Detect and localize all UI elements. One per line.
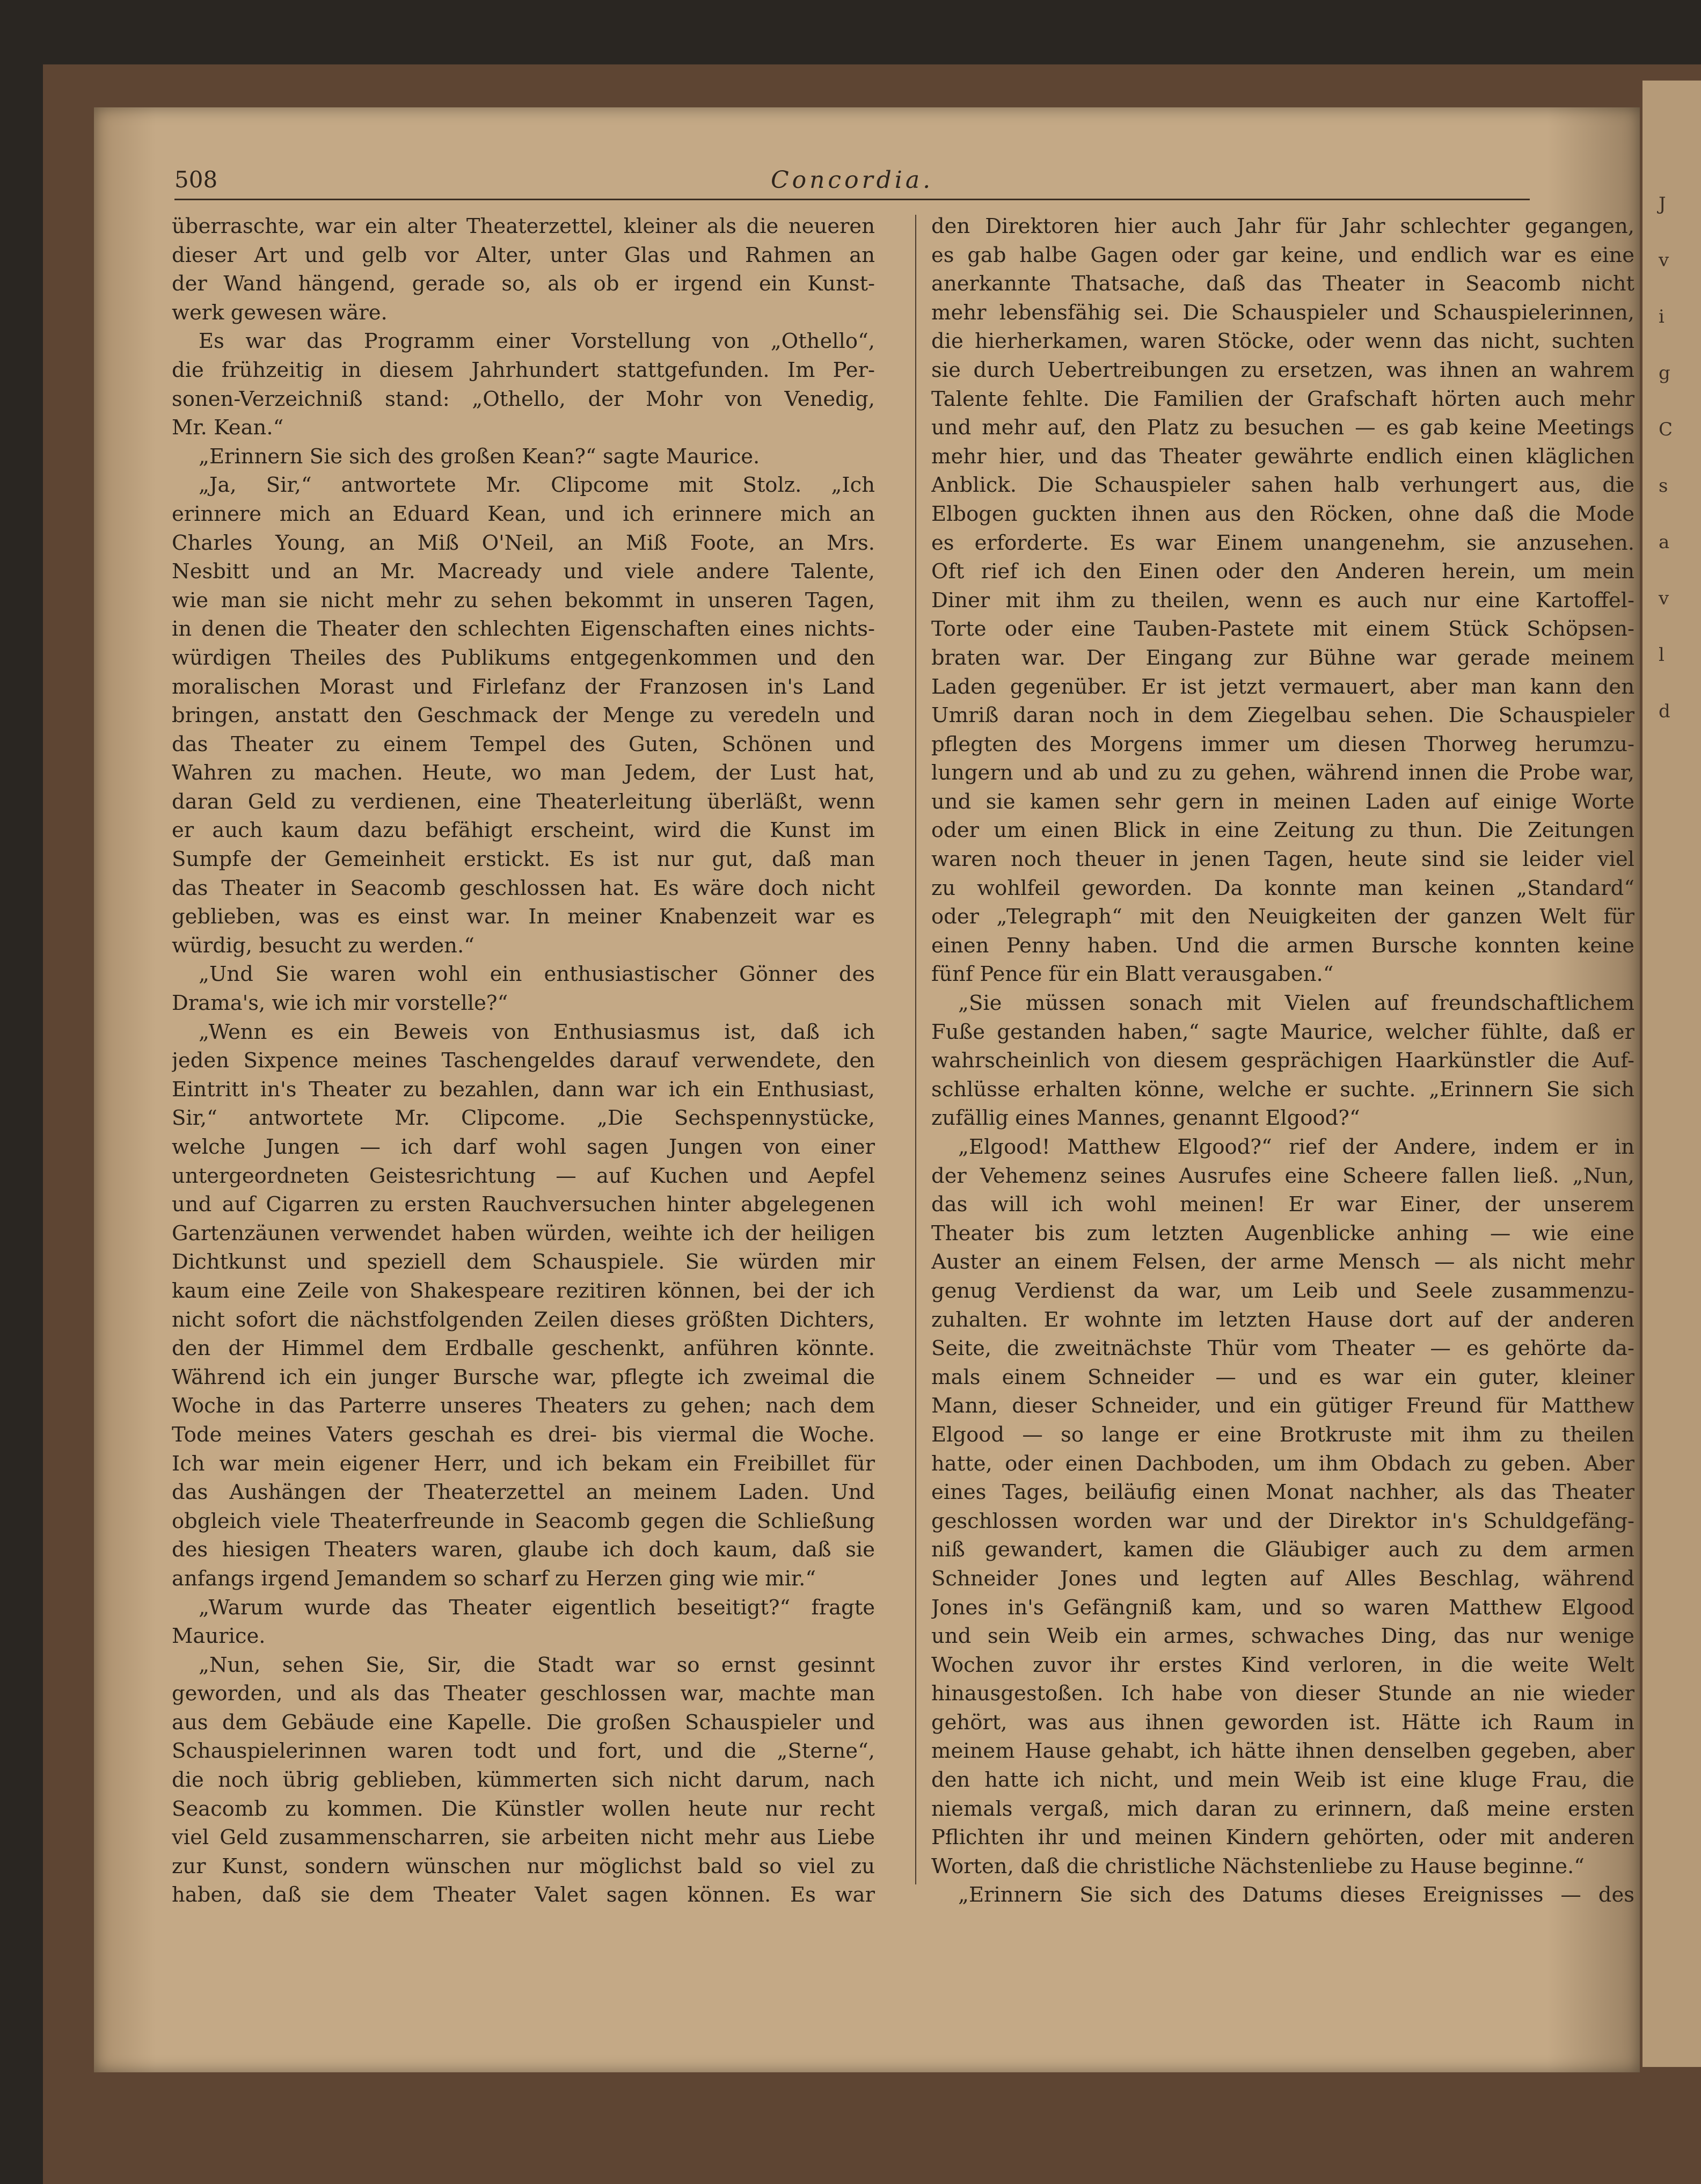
text-line: anfangs irgend Jemandem so scharf zu Herzen ging wie mir.“ [172, 1566, 816, 1591]
text-line: es erforderte. Es war Einem unangenehm, sie anzusehen. [931, 530, 1634, 555]
text-line: mehr hier, und das Theater gewährte endlich einen kläglichen [931, 444, 1634, 469]
text-line: Talente fehlte. Die Familien der Grafschaft hörten auch mehr [931, 387, 1634, 411]
text-line: hinausgestoßen. Ich habe von dieser Stunde an nie wieder [931, 1681, 1634, 1706]
text-line: Pflichten ihr und meinen Kindern gehörten, oder mit anderen [931, 1825, 1634, 1850]
text-line: zuhalten. Er wohnte im letzten Hause dort auf der anderen [931, 1307, 1634, 1332]
text-line: Theater bis zum letzten Augenblicke anhing — wie eine [931, 1221, 1634, 1246]
text-line: gehört, was aus ihnen geworden ist. Hätte ich Raum in [931, 1710, 1634, 1735]
text-line: geworden, und als das Theater geschlossen war, machte man [172, 1681, 875, 1706]
text-line: Jones in's Gefängniß kam, und so waren Matthew Elgood [931, 1595, 1634, 1620]
text-line: Mr. Kean.“ [172, 416, 284, 440]
text-line: untergeordneten Geistesrichtung — auf Kuchen und Aepfel [172, 1163, 875, 1188]
text-line: haben, daß sie dem Theater Valet sagen können. Es war [172, 1883, 875, 1908]
text-line: jeden Sixpence meines Taschengeldes darauf verwendete, den [172, 1049, 875, 1073]
text-line: fünf Pence für ein Blatt verausgaben.“ [931, 962, 1334, 987]
text-line: hatte, oder einen Dachboden, um ihm Obdach zu geben. Aber [931, 1451, 1634, 1476]
text-line: den der Himmel dem Erdballe geschenkt, anführen könnte. [172, 1336, 875, 1361]
text-line: das Theater in Seacomb geschlossen hat. Es wäre doch nicht [172, 876, 875, 900]
text-line: einen Penny haben. Und die armen Bursche konnten keine [931, 933, 1634, 958]
text-line: Charles Young, an Miß O'Neil, an Miß Foote, an Mrs. [172, 530, 875, 555]
text-line: pflegten des Morgens immer um diesen Thorweg herumzu- [931, 732, 1634, 756]
text-line: „Nun, sehen Sie, Sir, die Stadt war so ernst gesinnt [199, 1652, 875, 1677]
adjacent-page-letter: C [1659, 419, 1673, 440]
text-line: Tode meines Vaters geschah es drei- bis viermal die Woche. [172, 1422, 875, 1447]
text-line: geblieben, was es einst war. In meiner Knabenzeit war es [172, 905, 875, 929]
text-line: der Vehemenz seines Ausrufes eine Scheere fallen ließ. „Nun, [931, 1163, 1634, 1188]
text-line: „Und Sie waren wohl ein enthusiastischer Gönner des [199, 962, 875, 987]
text-line: „Wenn es ein Beweis von Enthusiasmus ist, daß ich [199, 1020, 875, 1044]
text-line: kaum eine Zeile von Shakespeare rezitiren können, bei der ich [172, 1278, 875, 1303]
text-line: oder um einen Blick in eine Zeitung zu thun. Die Zeitungen [931, 818, 1634, 843]
adjacent-page-letter: v [1659, 588, 1669, 609]
text-line: „Ja, Sir,“ antwortete Mr. Clipcome mit Stolz. „Ich [199, 473, 875, 498]
adjacent-page-letter: s [1659, 475, 1668, 497]
text-line: überraschte, war ein alter Theaterzettel, kleiner als die neueren [172, 214, 875, 238]
text-line: sonen-Verzeichniß stand: „Othello, der Mohr von Venedig, [172, 387, 875, 411]
text-line: die frühzeitig in diesem Jahrhundert stattgefunden. Im Per- [172, 358, 875, 382]
text-line: zu wohlfeil geworden. Da konnte man keinen „Standard“ [931, 876, 1634, 900]
adjacent-page-letter: g [1659, 362, 1670, 384]
text-line: niemals vergaß, mich daran zu erinnern, daß meine ersten [931, 1796, 1634, 1821]
text-line: aus dem Gebäude eine Kapelle. Die großen Schauspieler und [172, 1710, 875, 1735]
text-line: wahrscheinlich von diesem gesprächigen Haarkünstler die Auf- [931, 1049, 1634, 1073]
text-line: „Elgood! Matthew Elgood?“ rief der Andere, indem er in [958, 1135, 1634, 1159]
text-line: den Direktoren hier auch Jahr für Jahr schlechter gegangen, [931, 214, 1634, 238]
text-line: zufällig eines Mannes, genannt Elgood?“ [931, 1106, 1360, 1131]
text-line: des hiesigen Theaters waren, glaube ich doch kaum, daß sie [172, 1538, 875, 1562]
text-line: Während ich ein junger Bursche war, pflegte ich zweimal die [172, 1365, 875, 1389]
column-divider [915, 215, 916, 1884]
text-line: die noch übrig geblieben, kümmerten sich nicht darum, nach [172, 1768, 875, 1793]
text-line: Diner mit ihm zu theilen, wenn es auch nur eine Kartoffel- [931, 588, 1634, 613]
text-line: schlüsse erhalten könne, welche er suchte. „Erinnern Sie sich [931, 1077, 1634, 1102]
text-line: „Erinnern Sie sich des großen Kean?“ sagte Maurice. [199, 444, 760, 469]
text-line: Schneider Jones und legten auf Alles Beschlag, während [931, 1566, 1634, 1591]
text-line: in denen die Theater den schlechten Eigenschaften eines nichts- [172, 617, 875, 642]
right-text-column [931, 212, 1634, 1910]
text-line: oder „Telegraph“ mit den Neuigkeiten der ganzen Welt für [931, 905, 1634, 929]
text-line: welche Jungen — ich darf wohl sagen Jungen von einer [172, 1135, 875, 1159]
text-line: Fuße gestanden haben,“ sagte Maurice, welcher fühlte, daß er [931, 1020, 1634, 1044]
text-line: lungern und ab und zu zu gehen, während innen die Probe war, [931, 761, 1634, 785]
text-line: daran Geld zu verdienen, eine Theaterleitung überläßt, wenn [172, 789, 875, 814]
text-line: Seacomb zu kommen. Die Künstler wollen heute nur recht [172, 1796, 875, 1821]
text-line: Ich war mein eigener Herr, und ich bekam ein Freibillet für [172, 1451, 875, 1476]
text-line: sie durch Uebertreibungen zu ersetzen, was ihnen an wahrem [931, 358, 1634, 382]
text-line: geschlossen worden war und der Direktor in's Schuldgefäng- [931, 1509, 1634, 1533]
text-line: Laden gegenüber. Er ist jetzt vermauert, aber man kann den [931, 674, 1634, 699]
text-line: Woche in das Parterre unseres Theaters zu gehen; nach dem [172, 1394, 875, 1418]
text-line: Eintritt in's Theater zu bezahlen, dann war ich ein Enthusiast, [172, 1077, 875, 1102]
text-line: erinnere mich an Eduard Kean, und ich erinnere mich an [172, 501, 875, 526]
text-line: der Wand hängend, gerade so, als ob er irgend ein Kunst- [172, 272, 875, 296]
adjacent-page-letter: J [1659, 193, 1666, 215]
text-line: Wochen zuvor ihr erstes Kind verloren, in die weite Welt [931, 1652, 1634, 1677]
text-line: Maurice. [172, 1624, 266, 1649]
text-line: meinem Hause gehabt, ich hätte ihnen denselben gegeben, aber [931, 1739, 1634, 1764]
text-line: niß gewandert, kamen die Gläubiger auch zu dem armen [931, 1538, 1634, 1562]
text-line: würdig, besucht zu werden.“ [172, 933, 474, 958]
adjacent-page-letter: a [1659, 532, 1670, 553]
text-line: das will ich wohl meinen! Er war Einer, der unserem [931, 1192, 1634, 1217]
text-line: mals einem Schneider — und es war ein guter, kleiner [931, 1365, 1634, 1389]
text-line: Wahren zu machen. Heute, wo man Jedem, der Lust hat, [172, 761, 875, 785]
text-line: die hierherkamen, waren Stöcke, oder wenn das nicht, suchten [931, 329, 1634, 354]
text-line: moralischen Morast und Firlefanz der Franzosen in's Land [172, 674, 875, 699]
text-line: braten war. Der Eingang zur Bühne war gerade meinem [931, 645, 1634, 670]
text-line: bringen, anstatt den Geschmack der Menge zu veredeln und [172, 703, 875, 728]
text-line: „Erinnern Sie sich des Datums dieses Ereignisses — des [958, 1883, 1634, 1908]
text-line: Elgood — so lange er eine Brotkruste mit ihm zu theilen [931, 1422, 1634, 1447]
text-line: Es war das Programm einer Vorstellung von „Othello“, [199, 329, 875, 354]
text-line: Schauspielerinnen waren todt und fort, und die „Sterne“, [172, 1739, 875, 1764]
text-line: Torte oder eine Tauben-Pastete mit einem Stück Schöpsen- [931, 617, 1634, 642]
text-line: eines Tages, beiläufig einen Monat nachher, als das Theater [931, 1480, 1634, 1505]
running-title: Concordia. [770, 166, 934, 194]
text-line: und sein Weib ein armes, schwaches Ding, das nur wenige [931, 1624, 1634, 1649]
text-line: und sie kamen sehr gern in meinen Laden auf einige Worte [931, 789, 1634, 814]
text-line: das Aushängen der Theaterzettel an meinem Laden. Und [172, 1480, 875, 1505]
text-line: „Sie müssen sonach mit Vielen auf freundschaftlichem [958, 991, 1634, 1016]
text-line: Seite, die zweitnächste Thür vom Theater — es gehörte da- [931, 1336, 1634, 1361]
adjacent-page-letter: l [1659, 644, 1665, 666]
text-line: werk gewesen wäre. [172, 300, 388, 325]
left-text-column [172, 212, 875, 1910]
text-line: Mann, dieser Schneider, und ein gütiger Freund für Matthew [931, 1394, 1634, 1418]
adjacent-page-letter: i [1659, 306, 1665, 327]
text-line: wie man sie nicht mehr zu sehen bekommt in unseren Tagen, [172, 588, 875, 613]
text-line: zur Kunst, sondern wünschen nur möglichst bald so viel zu [172, 1854, 875, 1879]
text-line: „Warum wurde das Theater eigentlich beseitigt?“ fragte [199, 1595, 875, 1620]
text-line: genug Verdienst da war, um Leib und Seele zusammenzu- [931, 1278, 1634, 1303]
text-line: mehr lebensfähig sei. Die Schauspieler und Schauspielerinnen, [931, 300, 1634, 325]
text-line: Nesbitt und an Mr. Macready und viele andere Talente, [172, 559, 875, 584]
text-line: Worten, daß die christliche Nächstenliebe zu Hause beginne.“ [931, 1854, 1585, 1879]
text-line: den hatte ich nicht, und mein Weib ist eine kluge Frau, die [931, 1768, 1634, 1793]
page-header [174, 166, 1530, 200]
text-line: dieser Art und gelb vor Alter, unter Glas und Rahmen an [172, 243, 875, 267]
text-line: Umriß daran noch in dem Ziegelbau sehen. Die Schauspieler [931, 703, 1634, 728]
text-line: das Theater zu einem Tempel des Guten, Schönen und [172, 732, 875, 756]
text-line: Drama's, wie ich mir vorstelle?“ [172, 991, 508, 1016]
adjacent-page-edge [1642, 81, 1701, 2067]
text-line: Sumpfe der Gemeinheit erstickt. Es ist nur gut, daß man [172, 847, 875, 872]
text-line: Elbogen guckten ihnen aus den Röcken, ohne daß die Mode [931, 501, 1634, 526]
text-line: und auf Cigarren zu ersten Rauchversuchen hinter abgelegenen [172, 1192, 875, 1217]
text-line: nicht sofort die nächstfolgenden Zeilen dieses größten Dichters, [172, 1307, 875, 1332]
text-line: Auster an einem Felsen, der arme Mensch — als nicht mehr [931, 1250, 1634, 1275]
text-line: Gartenzäunen verwendet haben würden, weihte ich der heiligen [172, 1221, 875, 1246]
text-line: anerkannte Thatsache, daß das Theater in Seacomb nicht [931, 272, 1634, 296]
adjacent-page-letter: d [1659, 701, 1670, 722]
adjacent-page-letter: v [1659, 250, 1669, 271]
text-line: waren noch theuer in jenen Tagen, heute sind sie leider viel [931, 847, 1634, 872]
text-line: und mehr auf, den Platz zu besuchen — es gab keine Meetings [931, 416, 1634, 440]
text-line: Sir,“ antwortete Mr. Clipcome. „Die Sechspennystücke, [172, 1106, 875, 1131]
page-number: 508 [174, 166, 218, 193]
text-line: Anblick. Die Schauspieler sahen halb verhungert aus, die [931, 473, 1634, 498]
text-line: Dichtkunst und speziell dem Schauspiele. Sie würden mir [172, 1250, 875, 1275]
text-line: Oft rief ich den Einen oder den Anderen herein, um mein [931, 559, 1634, 584]
text-line: er auch kaum dazu befähigt erscheint, wird die Kunst im [172, 818, 875, 843]
text-line: viel Geld zusammenscharren, sie arbeiten nicht mehr aus Liebe [172, 1825, 875, 1850]
text-line: es gab halbe Gagen oder gar keine, und endlich war es eine [931, 243, 1634, 267]
text-line: würdigen Theiles des Publikums entgegenkommen und den [172, 645, 875, 670]
text-line: obgleich viele Theaterfreunde in Seacomb gegen die Schließung [172, 1509, 875, 1533]
